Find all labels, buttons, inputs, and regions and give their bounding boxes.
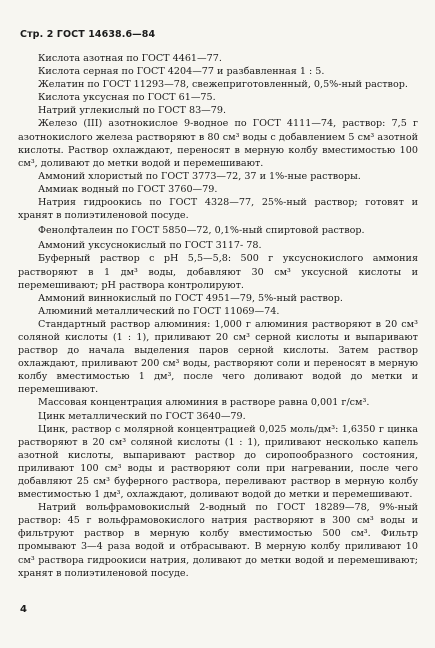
- reagent-aqueous-ammonia: Аммиак водный по ГОСТ 3760—79.: [38, 183, 218, 195]
- reagent-sulfuric-acid: Кислота серная по ГОСТ 4204—77 и разбавленная 1 : 5.: [38, 66, 325, 78]
- reagent-ammonium-chloride: Аммоний хлористый по ГОСТ 3773—72, 37 и 1%-ные растворы.: [38, 170, 361, 182]
- reagent-ammonium-tartrate: Аммоний виннокислый по ГОСТ 4951—79, 5%-ный раствор.: [38, 292, 343, 304]
- reagent-zinc-solution: Цинк, раствор с молярной концентрацией 0,025 моль/дм³: 1,6350 г цинка растворяют в 20 см³ соляной кислоты (1 : 1), приливают несколько капель азотной кислоты, выпаривают раствор до сиропообразного состояния, приливают 100 см³ воды и растворяют соли при нагревании, после чего добавляют 25 см³ буферного раствора, переливают раствор в мерную колбу вместимостью 1 дм³, охлаждают, доливают водой до метки и перемешивают.: [18, 423, 418, 501]
- page-number: 4: [20, 604, 27, 615]
- reagent-gelatin: Желатин по ГОСТ 11293—78, свежеприготовленный, 0,5%-ный раствор.: [38, 79, 408, 91]
- reagent-aluminium-metal: Алюминий металлический по ГОСТ 11069—74.: [38, 305, 280, 317]
- reagent-ammonium-acetate: Аммоний уксуснокислый по ГОСТ 3117- 78.: [38, 240, 262, 252]
- reagent-phenolphthalein: Фенолфталеин по ГОСТ 5850—72, 0,1%-ный спиртовой раствор.: [38, 225, 365, 237]
- reagent-aluminium-standard: Стандартный раствор алюминия: 1,000 г алюминия растворяют в 20 см³ соляной кислоты (1 : 1), приливают 20 см³ серной кислоты и выпаривают раствор до начала выделения паров серной кислоты. Затем раствор охлаждают, приливают 200 см³ воды, растворяют соли и переносят в мерную колбу вместимостью 1 дм³, после чего доливают водой до метки и перемешивают.: [18, 318, 418, 396]
- document-body: [18, 52, 418, 580]
- page-header: Стр. 2 ГОСТ 14638.6—84: [20, 29, 156, 40]
- reagent-nitric-acid: Кислота азотная по ГОСТ 4461—77.: [38, 53, 222, 64]
- reagent-iron-nitrate: Железо (III) азотнокислое 9-водное по ГОСТ 4111—74, раствор: 7,5 г азотнокислого железа растворяют в 80 см³ воды с добавлением 5 см³ азотной кислоты. Раствор охлаждают, переносят в мерную колбу вместимостью 100 см³, доливают до метки водой и перемешивают.: [18, 118, 418, 169]
- aluminium-concentration-note: Массовая концентрация алюминия в растворе равна 0,001 г/см³.: [38, 397, 370, 409]
- reagent-sodium-tungstate: Натрий вольфрамовокислый 2-водный по ГОСТ 18289—78, 9%-ный раствор: 45 г вольфрамовокислого натрия растворяют в 300 см³ воды и фильтруют раствор в мерную колбу вместимостью 500 см³. Фильтр промывают 3—4 раза водой и отбрасывают. В мерную колбу приливают 10 см³ раствора гидроокиси натрия, доливают до метки водой и перемешивают; хранят в полиэтиленовой посуде.: [18, 502, 418, 579]
- reagent-sodium-carbonate: Натрий углекислый по ГОСТ 83—79.: [38, 105, 227, 117]
- reagent-acetic-acid: Кислота уксусная по ГОСТ 61—75.: [38, 92, 216, 104]
- reagent-buffer-solution: Буферный раствор с рН 5,5—5,8: 500 г уксуснокислого аммония растворяют в 1 дм³ воды, добавляют 30 см³ уксусной кислоты и перемешивают; рН раствора контролируют.: [18, 253, 418, 291]
- reagent-sodium-hydroxide: Натрия гидроокись по ГОСТ 4328—77, 25%-ный раствор; готовят и хранят в полиэтиленовой посуде.: [18, 197, 418, 222]
- reagent-zinc-metal: Цинк металлический по ГОСТ 3640—79.: [38, 410, 246, 422]
